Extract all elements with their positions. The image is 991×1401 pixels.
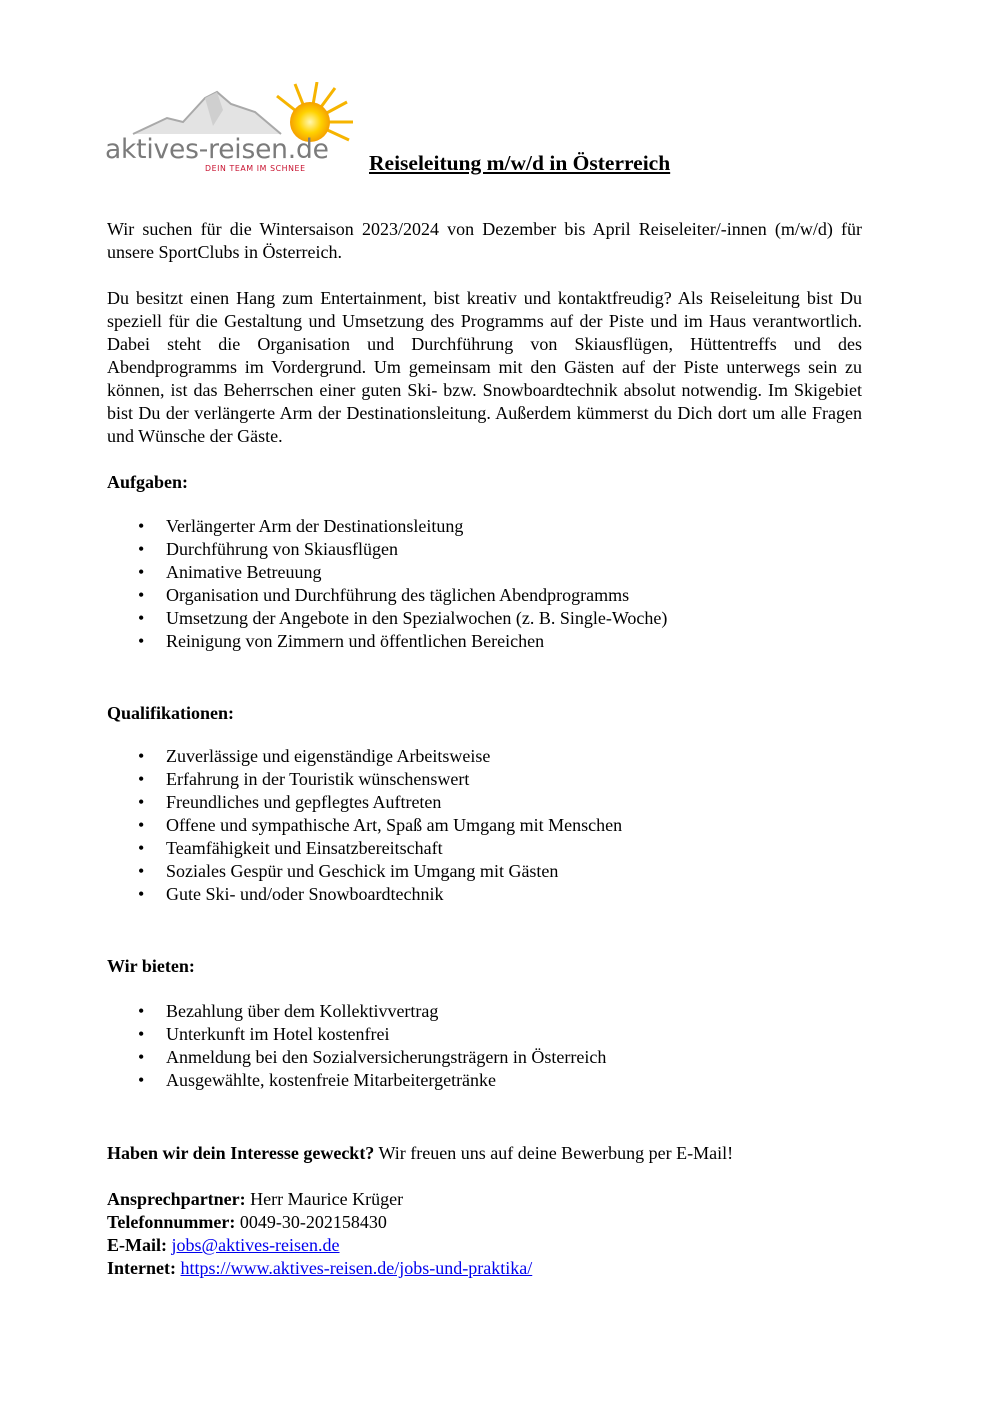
- list-item: • Verlängerter Arm der Destinationsleitung: [138, 516, 464, 536]
- logo-wordmark: aktives-reisen.de: [105, 134, 329, 165]
- contact-block: [107, 1188, 862, 1280]
- contact-phone: Telefonnummer: 0049-30-202158430: [107, 1212, 387, 1232]
- intro-text: Wir suchen für die Wintersaison 2023/2024 von Dezember bis April Reiseleiter/-innen (m/w/d) für unsere SportClubs in Österreich.: [107, 219, 862, 262]
- list-item: • Durchführung von Skiausflügen: [138, 539, 398, 559]
- list-item: • Offene und sympathische Art, Spaß am Umgang mit Menschen: [138, 815, 623, 835]
- tasks-heading: Aufgaben:: [107, 472, 189, 492]
- website-link[interactable]: https://www.aktives-reisen.de/jobs-und-praktika/: [180, 1258, 533, 1278]
- call-to-action: Haben wir dein Interesse geweckt? Wir freuen uns auf deine Bewerbung per E-Mail!: [107, 1143, 734, 1163]
- logo-tagline: DEIN TEAM IM SCHNEE: [205, 164, 306, 173]
- list-item: • Animative Betreuung: [138, 562, 322, 582]
- list-item: • Soziales Gespür und Geschick im Umgang mit Gästen: [138, 861, 559, 881]
- list-item: • Teamfähigkeit und Einsatzbereitschaft: [138, 838, 443, 858]
- qualifications-list: [107, 745, 862, 906]
- list-item: • Anmeldung bei den Sozialversicherungsträgern in Österreich: [138, 1047, 607, 1067]
- list-item: • Unterkunft im Hotel kostenfrei: [138, 1024, 390, 1044]
- list-item: • Gute Ski- und/oder Snowboardtechnik: [138, 884, 444, 904]
- list-item: • Reinigung von Zimmern und öffentlichen Bereichen: [138, 631, 545, 651]
- contact-email: E-Mail: jobs@aktives-reisen.de: [107, 1235, 340, 1255]
- list-item: • Zuverlässige und eigenständige Arbeitsweise: [138, 746, 491, 766]
- list-item: • Ausgewählte, kostenfreie Mitarbeitergetränke: [138, 1070, 497, 1090]
- description-text: Du besitzt einen Hang zum Entertainment, bist kreativ und kontaktfreudig? Als Reiseleitung bist Du speziell für die Gestaltung und Umsetzung des Programms auf der Piste und im Haus verantwortlich. Dabei steht die Organisation und Durchführung von Skiausflügen, Hüttentreffs und des Abendprogramms im Vordergrund. Um gemeinsam mit den Gästen auf der Piste unterwegs sein zu können, ist das Beherrschen einer guten Ski- bzw. Snowboardtechnik absolut notwendig. Im Skigebiet bist Du der verlängerte Arm der Destinationsleitung. Außerdem kümmerst du Dich dort um alle Fragen und Wünsche der Gäste.: [107, 288, 862, 446]
- list-item: • Bezahlung über dem Kollektivvertrag: [138, 1001, 439, 1021]
- tasks-list: [107, 515, 862, 653]
- mountain-sun-icon: [105, 82, 363, 142]
- qualifications-heading: Qualifikationen:: [107, 703, 235, 723]
- list-item: • Erfahrung in der Touristik wünschenswert: [138, 769, 470, 789]
- offer-heading: Wir bieten:: [107, 956, 195, 976]
- offer-list: [107, 1000, 862, 1092]
- company-logo: [105, 82, 363, 178]
- contact-website: Internet: https://www.aktives-reisen.de/jobs-und-praktika/: [107, 1258, 533, 1278]
- page-title: Reiseleitung m/w/d in Österreich: [369, 151, 671, 175]
- list-item: • Organisation und Durchführung des täglichen Abendprogramms: [138, 585, 630, 605]
- contact-person: Ansprechpartner: Herr Maurice Krüger: [107, 1189, 404, 1209]
- email-link[interactable]: jobs@aktives-reisen.de: [171, 1235, 340, 1255]
- list-item: • Umsetzung der Angebote in den Spezialwochen (z. B. Single-Woche): [138, 608, 668, 628]
- list-item: • Freundliches und gepflegtes Auftreten: [138, 792, 442, 812]
